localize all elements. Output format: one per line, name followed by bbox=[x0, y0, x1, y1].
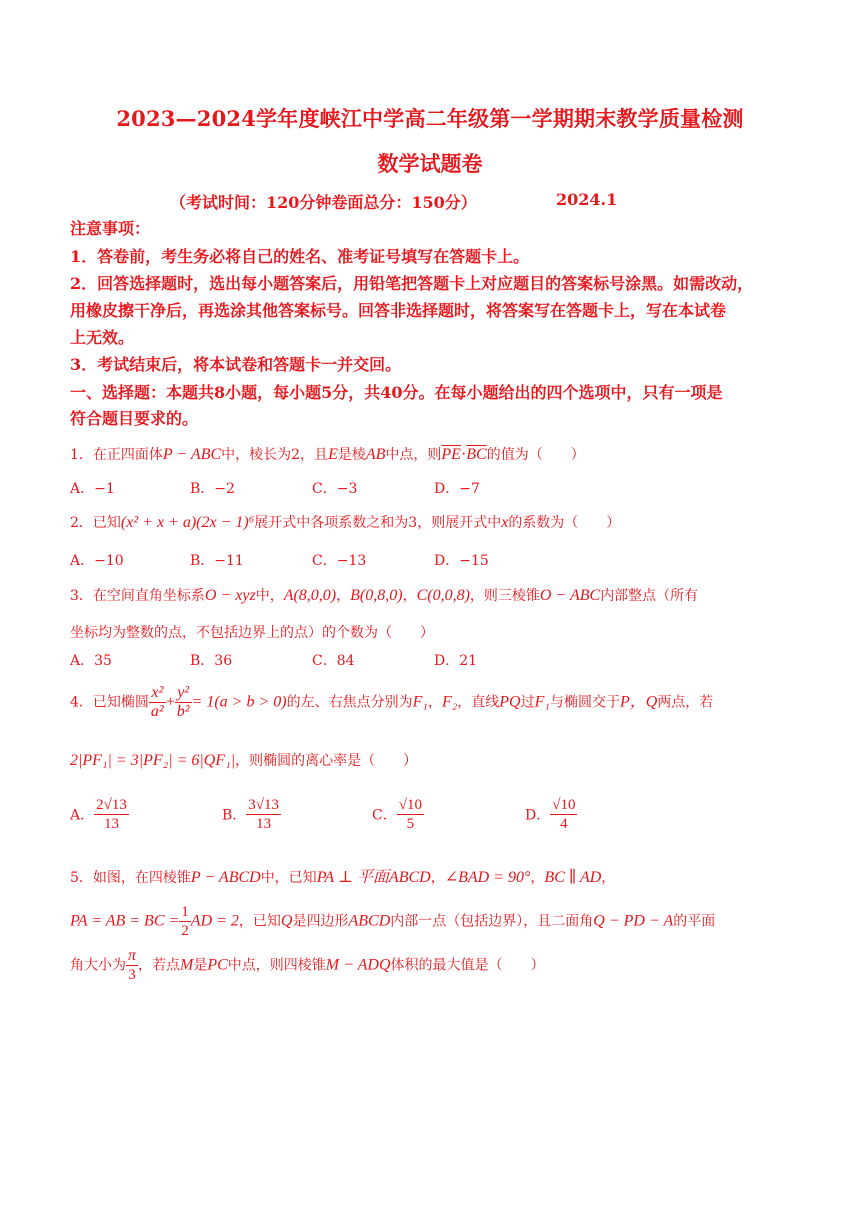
q3-option-d[interactable]: D．21 bbox=[434, 653, 478, 669]
q1-text: 中点，则 bbox=[385, 447, 442, 463]
q4-text: 4．已知椭圆 bbox=[70, 694, 149, 711]
q2-option-b[interactable]: B．−11 bbox=[190, 553, 244, 569]
question-3: 3．在空间直角坐标系O − xyz中，A(8,0,0)，B(0,8,0)，C(0,0,8)，则三棱锥O − ABC内部整点（所有 bbox=[70, 587, 699, 604]
q5-pi-over-3: $\frac{\pi}{3}$ bbox=[128, 947, 137, 983]
q5-math: PC bbox=[207, 956, 228, 974]
q5-text: 中点，则四棱锥 bbox=[227, 957, 326, 974]
q5-math: BC ∥ AD bbox=[544, 869, 602, 886]
q5-text: 中，已知 bbox=[260, 870, 317, 886]
q4-focus-1: F₁ bbox=[412, 693, 428, 711]
q5-text: 体积的最大值是（ ） bbox=[390, 957, 545, 974]
q4-options bbox=[70, 796, 795, 846]
q2-text: 2．已知 bbox=[70, 515, 121, 531]
q2-expression: (x² + x + a)(2x − 1)⁶ bbox=[120, 514, 255, 531]
q3-option-c[interactable]: C．84 bbox=[312, 653, 355, 669]
q5-text: 是 bbox=[193, 957, 208, 974]
q5-math: ABCD bbox=[348, 912, 391, 930]
notice-item-1: 1．答卷前，考生务必将自己的姓名、准考证号填写在答题卡上。 bbox=[70, 247, 530, 266]
exam-title: 2023—2024学年度峡江中学高二年级第一学期期末教学质量检测 bbox=[116, 106, 744, 131]
q3-option-b[interactable]: B．36 bbox=[190, 653, 233, 669]
q4-option-b[interactable]: B． $\frac{3√13}{13}$ bbox=[222, 797, 280, 832]
q4-fraction-y: $\frac{\text{y²}}{\text{b²}}$ bbox=[176, 684, 190, 720]
q4-text: 的左、右焦点分别为 bbox=[286, 694, 413, 711]
question-4-line-2 bbox=[70, 750, 795, 770]
question-1 bbox=[70, 444, 795, 464]
q5-math: PA ⊥ 平面ABCD bbox=[316, 869, 431, 886]
q5-text: 内部一点（包括边界），且二面角 bbox=[390, 913, 594, 930]
q4-text: ，则椭圆的离心率是（ ） bbox=[235, 753, 418, 769]
q3-option-a[interactable]: A．35 bbox=[70, 653, 112, 669]
question-5: 5．如图，在四棱锥P − ABCD中，已知PA ⊥ 平面ABCD，∠BAD = 90°，BC ∥ AD， bbox=[70, 869, 616, 886]
q4-option-c[interactable]: C． $\frac{√10}{5}$ bbox=[372, 797, 422, 832]
q1-text: 是棱 bbox=[337, 447, 366, 463]
q3-text: 3．在空间直角坐标系 bbox=[70, 588, 205, 604]
question-5-line-3 bbox=[70, 947, 795, 984]
q1-math: E bbox=[328, 446, 338, 463]
q4-text: 两点，若 bbox=[657, 694, 714, 711]
q4-text: 与椭圆交于 bbox=[549, 694, 620, 711]
q4-focus-1: F₁ bbox=[534, 693, 550, 711]
q5-text: ，若点 bbox=[138, 957, 181, 974]
q1-option-d[interactable]: D．−7 bbox=[434, 481, 480, 497]
notice-item-3: 3．考试结束后，将本试卷和答题卡一并交回。 bbox=[70, 355, 402, 374]
q5-math: M bbox=[180, 956, 194, 974]
q4-condition: 2|PF₁| = 3|PF₂| = 6|QF₁| bbox=[70, 752, 236, 769]
exam-info: （考试时间：120分钟卷面总分：150分） bbox=[170, 193, 477, 212]
q5-equation: PA = AB = BC = bbox=[70, 912, 180, 930]
question-3-line-2: 坐标均为整数的点，不包括边界上的点）的个数为（ ） bbox=[70, 625, 434, 641]
q4-option-a[interactable]: A． $\frac{2√13}{13}$ bbox=[70, 797, 127, 832]
q4-points: P，Q bbox=[619, 693, 658, 711]
q3-text: 中， bbox=[255, 588, 284, 604]
q5-text: ，已知 bbox=[238, 913, 281, 930]
q4-text: ，直线 bbox=[457, 694, 500, 711]
q4-text: 过 bbox=[520, 694, 535, 711]
question-5-line-2 bbox=[70, 903, 795, 940]
q5-text: 5．如图，在四棱锥 bbox=[70, 870, 191, 886]
q5-text: 的平面 bbox=[673, 913, 716, 930]
question-4: 4．已知椭圆 $\frac{\text{x²}}{\text{a²}}$ + $\frac{\text{y²}}{\text{b²}}$ = 1(a > b > 0)的左、右焦点分别为F₁，F₂，直线PQ过F₁与椭圆交于P，Q两点，若 bbox=[70, 684, 714, 720]
q4-equation: = 1(a > b > 0) bbox=[191, 693, 287, 711]
q5-math: P − ABCD bbox=[190, 869, 261, 886]
notice-item-2-line-1: 2．回答选择题时，选出每小题答案后，用铅笔把答题卡上对应题目的答案标号涂黑。如需改动， bbox=[70, 274, 754, 293]
exam-date: 2024.1 bbox=[556, 190, 618, 209]
q3-math: O − ABC bbox=[539, 587, 601, 604]
q5-half: $\frac{1}{2}$ bbox=[181, 904, 189, 939]
section-1-heading-line-2: 符合题目要求的。 bbox=[70, 409, 199, 428]
notice-heading: 注意事项： bbox=[70, 219, 151, 238]
q4-focus-2: F₂ bbox=[441, 693, 458, 711]
q5-text: 角大小为 bbox=[70, 957, 126, 974]
q1-text: 1．在正四面体 bbox=[70, 447, 163, 463]
q2-math: x bbox=[501, 514, 509, 531]
exam-info-line bbox=[170, 190, 860, 213]
q3-point-c: C(0,0,8) bbox=[416, 587, 470, 604]
q3-text: ，则三棱锥 bbox=[469, 588, 540, 604]
q5-math: Q bbox=[280, 912, 293, 930]
q1-vector: $\overline{PE}$ bbox=[441, 446, 461, 463]
q4-option-d[interactable]: D． $\frac{√10}{4}$ bbox=[525, 797, 576, 832]
q2-option-d[interactable]: D．−15 bbox=[434, 553, 489, 569]
q2-option-c[interactable]: C．−13 bbox=[312, 553, 367, 569]
q3-point-a: A(8,0,0) bbox=[283, 587, 337, 604]
q1-option-b[interactable]: B．−2 bbox=[190, 481, 235, 497]
q1-vector: $\overline{BC}$ bbox=[466, 446, 487, 463]
q1-math: P − ABC bbox=[162, 446, 222, 463]
section-1-heading-line-1: 一、选择题：本题共8小题，每小题5分，共40分。在每小题给出的四个选项中，只有一项是 bbox=[70, 383, 723, 402]
notice-item-2-line-2: 用橡皮擦干净后，再选涂其他答案标号。回答非选择题时，将答案写在答题卡上，写在本试卷 bbox=[70, 301, 727, 320]
q5-text: 是四边形 bbox=[292, 913, 349, 930]
q2-text: 的系数为（ ） bbox=[508, 515, 621, 531]
q1-dot: · bbox=[460, 446, 467, 463]
q3-point-b: B(0,8,0) bbox=[350, 587, 403, 604]
q4-fraction-x: $\frac{\text{x²}}{\text{a²}}$ bbox=[150, 684, 164, 720]
q1-text: 中，棱长为2，且 bbox=[221, 447, 329, 463]
notice-item-2-line-3: 上无效。 bbox=[70, 328, 135, 347]
q4-line: PQ bbox=[499, 693, 521, 711]
exam-subtitle: 数学试题卷 bbox=[377, 151, 483, 176]
q3-math: O − xyz bbox=[204, 587, 256, 604]
q1-option-c[interactable]: C．−3 bbox=[312, 481, 358, 497]
q2-text: 展开式中各项系数之和为3，则展开式中 bbox=[254, 515, 502, 531]
q1-math: AB bbox=[365, 446, 386, 463]
q2-option-a[interactable]: A．−10 bbox=[70, 553, 124, 569]
q5-math: ∠BAD = 90° bbox=[444, 869, 531, 886]
q1-text: 的值为（ ） bbox=[486, 447, 585, 463]
q1-option-a[interactable]: A．−1 bbox=[70, 481, 115, 497]
q5-equation: AD = 2 bbox=[190, 912, 239, 930]
q5-math: Q − PD − A bbox=[593, 912, 674, 930]
question-2 bbox=[70, 512, 795, 532]
q5-math: M − ADQ bbox=[325, 956, 391, 974]
q3-text: 内部整点（所有 bbox=[600, 588, 699, 604]
